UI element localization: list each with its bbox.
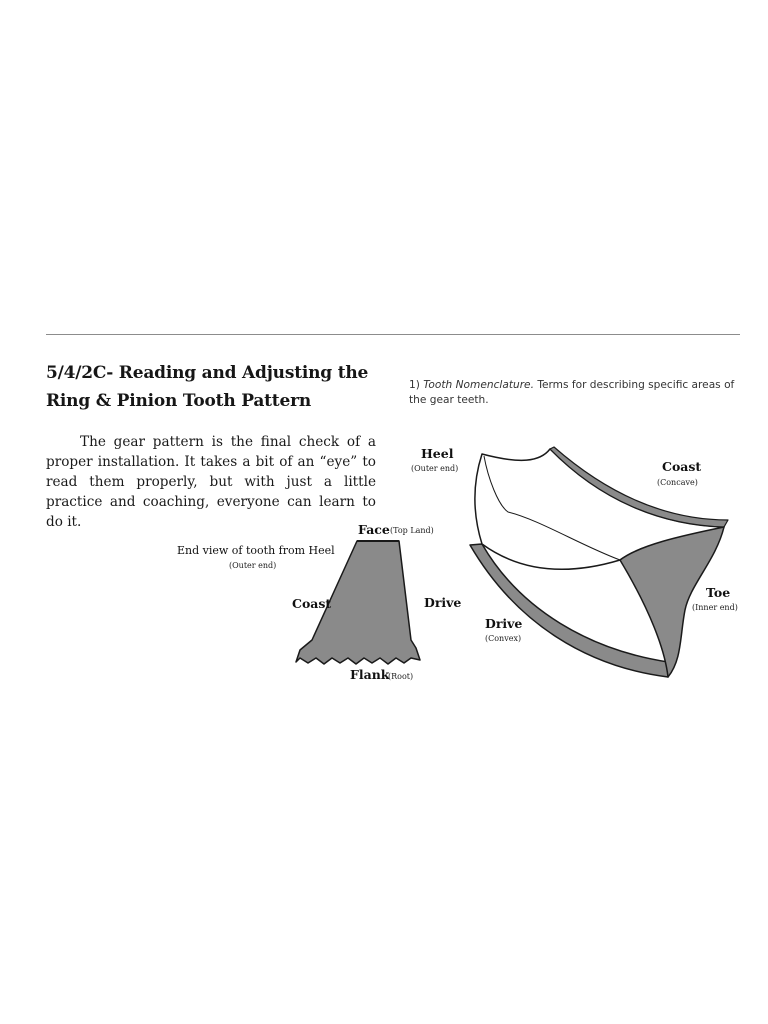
toe-label: Toe [706, 585, 731, 600]
body-paragraph: The gear pattern is the final check of a proper installation. It takes a bit of an “eye” to read them properly, but with just a little practice and coaching, everyone can learn to do it. [46, 434, 376, 530]
caption-text: Terms for describing specific areas of the gear teeth. [409, 379, 735, 406]
end-view-subtitle: (Outer end) [229, 561, 277, 570]
toe-sublabel: (Inner end) [692, 603, 738, 612]
drive-label: Drive [485, 616, 523, 631]
heel-label: Heel [421, 446, 454, 461]
end-view-title [177, 544, 335, 557]
face-sublabel: (Top Land) [390, 526, 434, 535]
coast-sublabel: (Concave) [657, 478, 698, 487]
section-title-line-1: 5/4/2C- Reading and Adjusting the [46, 363, 369, 383]
section-title-line-2: Ring & Pinion Tooth Pattern [46, 391, 311, 411]
caption-number: 1) [409, 379, 420, 391]
coast-label: Coast [662, 459, 702, 474]
drive-sublabel: (Convex) [485, 634, 522, 643]
end-view-drive-label: Drive [424, 595, 462, 610]
flank-label: Flank [350, 667, 390, 682]
heel-sublabel: (Outer end) [411, 464, 459, 473]
flank-sublabel: (Root) [388, 672, 414, 681]
end-view-coast-label: Coast [292, 596, 332, 611]
caption-term: Tooth Nomenclature. [423, 379, 534, 391]
face-label: Face [358, 522, 390, 537]
end-view-title-text: End view of tooth from Heel [177, 544, 335, 557]
